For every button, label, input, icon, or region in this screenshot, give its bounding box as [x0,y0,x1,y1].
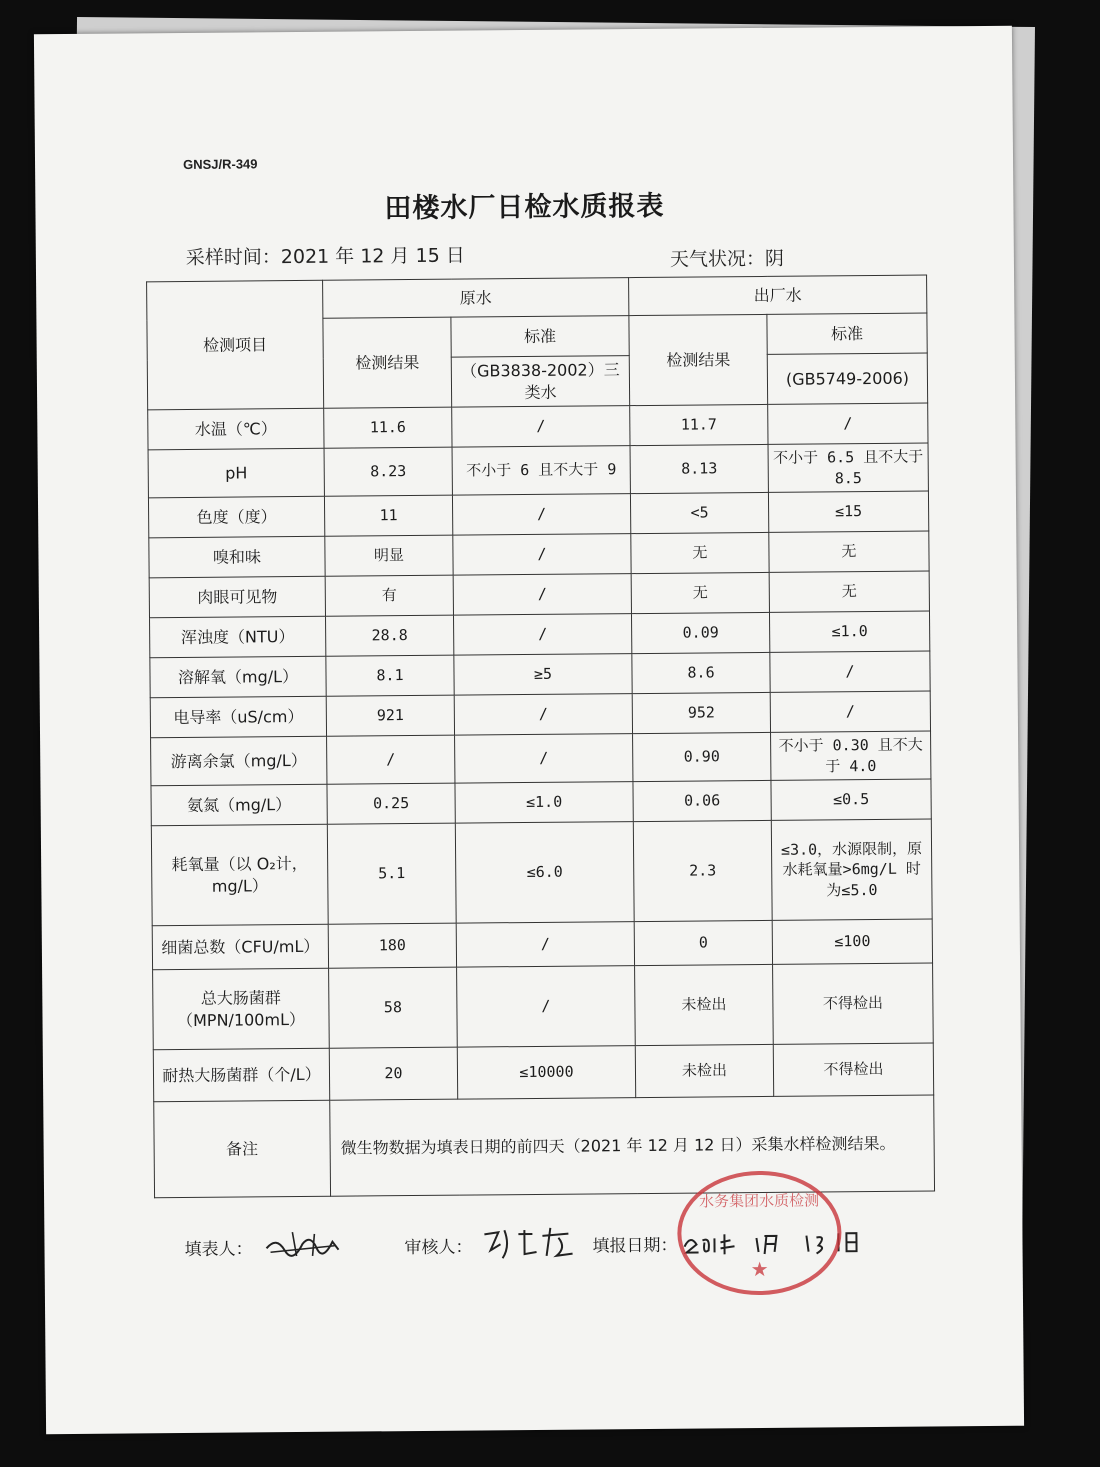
cell-out-result: 无 [631,532,769,573]
cell-out-result: 0.09 [632,612,770,653]
reviewer-label: 审核人： [404,1237,473,1259]
cell-item: 氨氮（mg/L） [151,784,327,826]
cell-item: 总大肠菌群（MPN/100mL） [153,968,330,1050]
table-row [151,779,931,826]
official-stamp [674,1167,845,1298]
cell-out-standard: ≤0.5 [771,779,931,820]
cell-out-standard: / [770,691,930,732]
document-code: GNSJ/R-349 [182,156,258,172]
cell-raw-standard: / [452,406,630,448]
header-raw-standard-code: （GB3838-2002）三类水 [451,356,629,408]
cell-out-standard: ≤100 [772,919,932,964]
remark-label: 备注 [154,1100,331,1198]
cell-item: 嗅和味 [149,536,325,578]
cell-raw-standard: / [453,614,631,656]
cell-raw-result: 有 [325,575,453,616]
table-row [149,571,929,618]
table-row [150,651,930,698]
cell-raw-result: 明显 [325,535,453,576]
table-row [153,1043,933,1102]
cell-item: 浑浊度（NTU） [150,616,326,658]
stamp-text: 水务集团水质检测 [699,1191,820,1211]
cell-item: 水温（℃） [148,408,324,450]
cell-out-standard: / [768,403,928,444]
cell-out-result: <5 [630,492,768,533]
cell-out-result: 8.6 [632,652,770,693]
cell-raw-result: 5.1 [327,823,456,924]
water-quality-table [146,275,935,1199]
cell-raw-result: 0.25 [327,783,455,824]
reviewer-signature-image [480,1224,576,1265]
cell-out-standard: / [770,651,930,692]
cell-raw-standard: / [454,694,632,736]
cell-item: 游离余氯（mg/L） [151,736,327,786]
cell-raw-result: 20 [329,1047,457,1100]
weather: 天气状况：阴 [669,247,785,271]
cell-item: 溶解氧（mg/L） [150,656,326,698]
table-row [148,403,928,450]
cell-raw-result: 921 [326,695,454,736]
cell-raw-standard: / [456,922,634,968]
cell-out-standard: 不得检出 [773,1043,933,1096]
cell-out-result: 11.7 [630,404,768,445]
table-row [148,491,928,538]
cell-item: 色度（度） [148,496,324,538]
page-title: 田楼水厂日检水质报表 [384,190,665,225]
cell-item: 电导率（uS/cm） [150,696,326,738]
cell-raw-standard: / [452,494,630,536]
table-row [150,691,930,738]
cell-out-standard: 无 [769,531,929,572]
cell-raw-result: / [327,735,455,784]
cell-out-result: 952 [632,692,770,733]
cell-raw-result: 11 [324,495,452,536]
table-row [153,963,934,1050]
cell-out-result: 0.90 [633,732,771,781]
document-page [34,26,1024,1434]
header-out-result: 检测结果 [629,314,768,405]
cell-raw-standard: ≤1.0 [455,782,633,824]
header-raw-water: 原水 [323,278,629,319]
cell-out-result: 未检出 [635,1044,773,1097]
cell-raw-result: 58 [329,967,458,1048]
header-out-standard-code: (GB5749-2006) [767,353,927,404]
cell-raw-standard: ≥5 [454,654,632,696]
cell-raw-standard: ≤10000 [457,1046,635,1100]
cell-out-standard: ≤15 [768,491,928,532]
cell-item: 细菌总数（CFU/mL） [152,924,328,970]
cell-out-standard: 不得检出 [773,963,934,1044]
cell-raw-standard: / [453,574,631,616]
cell-item: 肉眼可见物 [149,576,325,618]
table-row [149,531,929,578]
table-row [150,611,930,658]
filler-signature-image [262,1226,342,1263]
cell-out-standard: 无 [769,571,929,612]
header-outlet-water: 出厂水 [629,275,927,316]
cell-item: 耗氧量（以 O₂计，mg/L） [151,824,328,926]
header-out-standard: 标准 [767,313,927,354]
cell-out-result: 0.06 [633,780,771,821]
cell-out-standard: 不小于 0.30 且不大于 4.0 [771,731,931,780]
cell-raw-result: 11.6 [324,407,452,448]
header-raw-result: 检测结果 [323,317,452,408]
cell-out-standard: ≤1.0 [769,611,929,652]
cell-out-result: 0 [634,920,772,965]
cell-raw-standard: / [455,734,633,784]
cell-out-result: 未检出 [635,964,774,1045]
cell-raw-result: 8.23 [324,447,452,496]
cell-raw-standard: ≤6.0 [455,822,634,924]
cell-raw-result: 8.1 [326,655,454,696]
table-row [151,731,931,786]
cell-out-standard: 不小于 6.5 且不大于 8.5 [768,443,928,492]
cell-out-standard: ≤3.0，水源限制，原水耗氧量>6mg/L 时为≤5.0 [771,819,932,920]
cell-out-result: 2.3 [633,820,772,921]
table-row [152,919,932,970]
cell-raw-result: 180 [328,923,456,968]
date-label: 填报日期： [592,1235,678,1257]
table-row [148,443,928,498]
sampling-info [185,237,816,271]
sampling-time: 采样时间：2021 年 12 月 15 日 [185,244,465,269]
cell-raw-standard: 不小于 6 且不大于 9 [452,446,630,496]
remark-text: 微生物数据为填表日期的前四天（2021 年 12 月 12 日）采集水样检测结果。 [330,1095,935,1196]
cell-raw-standard: / [457,966,636,1048]
table-row [151,819,932,926]
svg-text:★: ★ [750,1256,769,1282]
cell-out-result: 8.13 [630,444,768,493]
header-raw-standard: 标准 [451,316,629,358]
filler-label: 填表人： [184,1239,253,1261]
cell-raw-standard: / [453,534,631,576]
cell-out-result: 无 [631,572,769,613]
cell-raw-result: 28.8 [325,615,453,656]
cell-item: pH [148,448,324,498]
header-item: 检测项目 [147,280,324,410]
cell-item: 耐热大肠菌群（个/L） [153,1048,329,1102]
